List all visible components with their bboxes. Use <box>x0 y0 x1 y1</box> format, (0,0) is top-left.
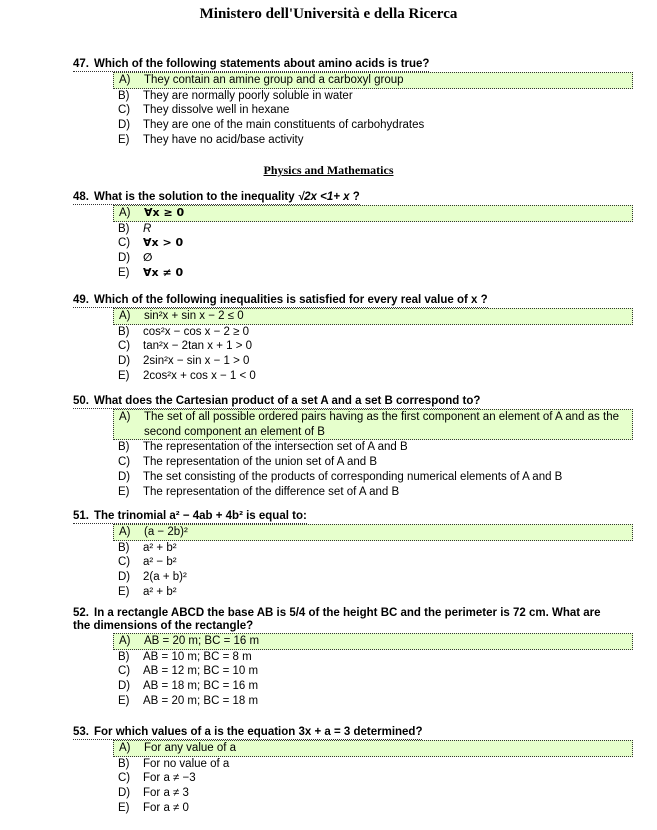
answer-option[interactable]: D) 2(a + b)² <box>118 571 187 584</box>
answer-option[interactable]: C) a² − b² <box>118 556 177 569</box>
answer-option[interactable]: E) AB = 20 m; BC = 18 m <box>118 694 259 707</box>
answer-list <box>73 633 633 709</box>
question-49 <box>73 290 633 384</box>
question-title: 48. What is the solution to the inequality √2x <1+ x ? <box>73 191 360 203</box>
answer-option[interactable]: E) The representation of the difference set of A and B <box>118 485 400 498</box>
answer-option[interactable]: C) tan²x − 2tan x + 1 > 0 <box>118 340 253 353</box>
page-title: Ministero dell'Università e della Ricerca <box>199 6 458 22</box>
answer-option[interactable]: B) AB = 10 m; BC = 8 m <box>118 650 252 663</box>
answer-option-correct[interactable]: A) AB = 20 m; BC = 16 m <box>113 633 633 650</box>
answer-option[interactable]: D) AB = 18 m; BC = 16 m <box>118 680 259 693</box>
answer-option-correct[interactable]: A) ∀x ≥ 0 <box>113 205 633 222</box>
answer-option[interactable]: B) The representation of the intersection set of A and B <box>118 441 408 454</box>
answer-list <box>73 308 633 384</box>
answer-option[interactable]: D) For a ≠ 3 <box>118 787 189 800</box>
question-title: 49. Which of the following inequalities is satisfied for every real value of x ? <box>73 294 488 306</box>
answer-option[interactable]: E) They have no acid/base activity <box>118 133 304 146</box>
answer-option[interactable]: B) cos²x − cos x − 2 ≥ 0 <box>118 325 250 338</box>
question-48 <box>73 187 633 281</box>
answer-option-correct[interactable]: A) The set of all possible ordered pairs having as the first component an element of A and as the second component an element of B <box>113 409 633 440</box>
question-53 <box>73 722 633 816</box>
question-47 <box>73 54 633 148</box>
inequality-expression: √2x <1+ x <box>297 191 350 203</box>
answer-option[interactable]: C) AB = 12 m; BC = 10 m <box>118 665 259 678</box>
answer-option-correct[interactable]: A) They contain an amine group and a carboxyl group <box>113 72 633 89</box>
answer-option[interactable]: C) ∀x > 0 <box>118 236 184 250</box>
answer-option-correct[interactable]: A) sin²x + sin x − 2 ≤ 0 <box>113 308 633 325</box>
answer-option[interactable]: D) 2sin²x − sin x − 1 > 0 <box>118 355 250 368</box>
answer-list <box>73 72 633 148</box>
section-title: Physics and Mathematics <box>263 163 394 177</box>
answer-option[interactable]: C) The representation of the union set of A and B <box>118 456 377 469</box>
answer-option[interactable]: C) They dissolve well in hexane <box>118 104 290 117</box>
question-title: 50. What does the Cartesian product of a set A and a set B correspond to? <box>73 395 481 407</box>
answer-list <box>73 205 633 281</box>
answer-option[interactable]: D) The set consisting of the products of corresponding numerical elements of A and B <box>118 470 563 483</box>
answer-option[interactable]: B) a² + b² <box>118 541 177 554</box>
question-title: 53. For which values of a is the equation 3x + a = 3 determined? <box>73 726 423 738</box>
answer-option[interactable]: C) For a ≠ −3 <box>118 772 196 785</box>
answer-option[interactable]: B) R <box>118 222 152 235</box>
answer-option[interactable]: E) 2cos²x + cos x − 1 < 0 <box>118 369 256 382</box>
question-title: 52. In a rectangle ABCD the base AB is 5/4 of the height BC and the perimeter is 72 cm. What are the dimensions of the rectangle? <box>73 607 601 632</box>
question-title: 51. The trinomial a² − 4ab + 4b² is equal to: <box>73 510 307 522</box>
question-title: 47. Which of the following statements about amino acids is true? <box>73 58 430 70</box>
answer-option-correct[interactable]: A) For any value of a <box>113 740 633 757</box>
answer-list <box>73 524 633 600</box>
answer-option[interactable]: E) a² + b² <box>118 585 177 598</box>
answer-option[interactable]: B) For no value of a <box>118 757 230 770</box>
answer-option[interactable]: E) ∀x ≠ 0 <box>118 265 184 279</box>
answer-option-correct[interactable]: A) (a − 2b)² <box>113 524 633 541</box>
answer-option[interactable]: E) For a ≠ 0 <box>118 801 189 814</box>
answer-list <box>73 740 633 816</box>
question-51 <box>73 506 633 600</box>
question-52 <box>73 607 633 709</box>
question-50 <box>73 391 633 499</box>
answer-list <box>73 409 633 499</box>
answer-option[interactable]: D) They are one of the main constituents of carbohydrates <box>118 119 425 132</box>
answer-option[interactable]: B) They are normally poorly soluble in water <box>118 89 353 102</box>
answer-option[interactable]: D) ∅ <box>118 251 153 265</box>
